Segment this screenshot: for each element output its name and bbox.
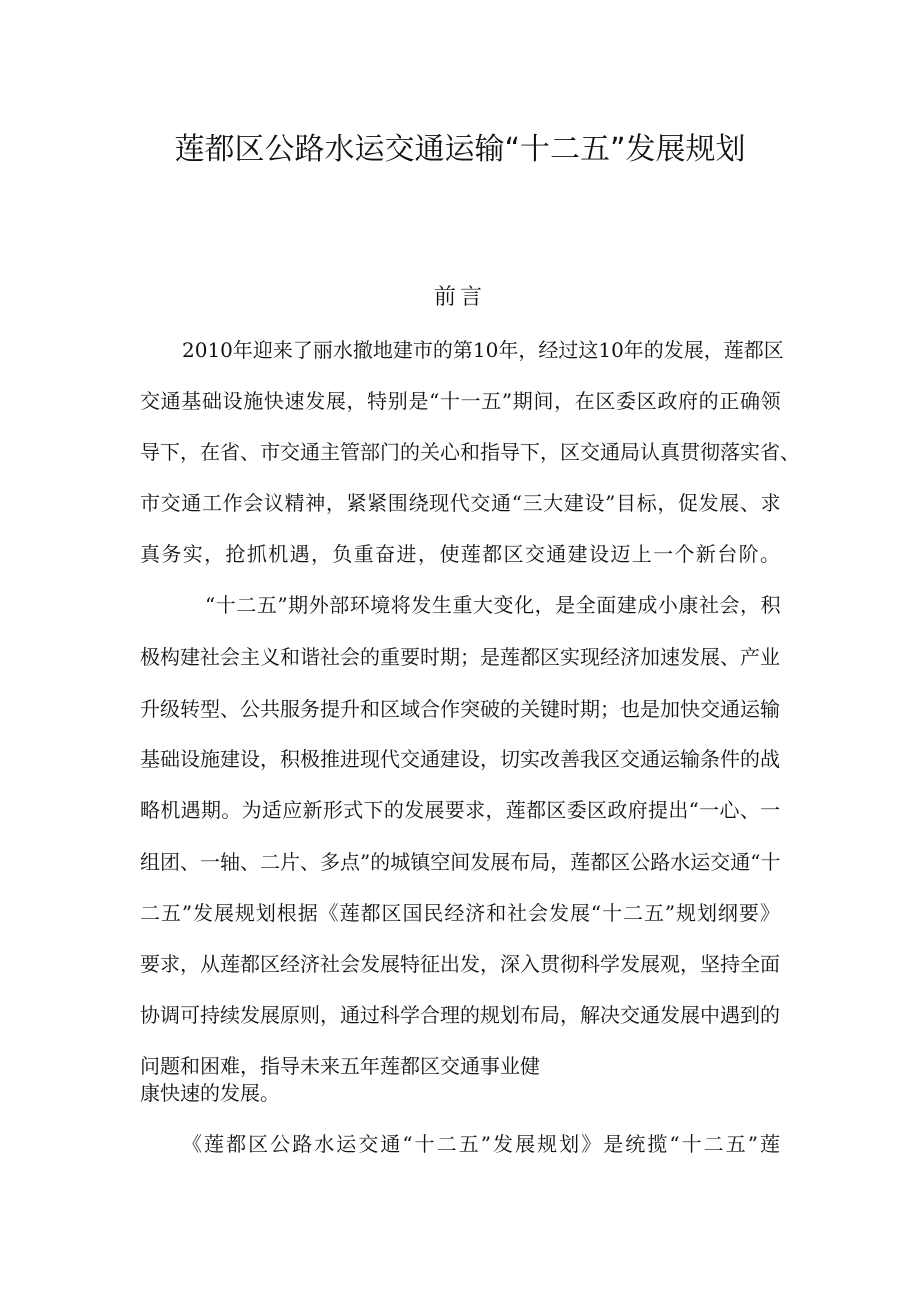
paragraph-line: 康快速的发展。 — [140, 1081, 280, 1105]
paragraph-line: 要求，从莲都区经济社会发展特征出发，深入贯彻科学发展观，坚持全面 — [140, 952, 780, 976]
paragraph-line: 市交通工作会议精神，紧紧围绕现代交通“三大建设”目标，促发展、求 — [140, 491, 782, 515]
paragraph-line: 组团、一轴、二片、多点”的城镇空间发展布局，莲都区公路水运交通“十 — [140, 850, 781, 874]
paragraph-line: 2010年迎来了丽水撤地建市的第10年，经过这10年的发展，莲都区 — [182, 338, 784, 362]
paragraph-line: 导下，在省、市交通主管部门的关心和指导下，区交通局认真贯彻落实省、 — [140, 440, 800, 464]
section-heading: 前言 — [433, 285, 486, 310]
paragraph-line: 问题和困难，指导未来五年莲都区交通事业健 — [140, 1054, 540, 1078]
document-title: 莲都区公路水运交通运输“十二五”发展规划 — [174, 132, 746, 167]
paragraph-line: 真务实，抢抓机遇，负重奋进，使莲都区交通建设迈上一个新台阶。 — [140, 542, 782, 566]
paragraph-line: 交通基础设施快速发展，特别是“十一五”期间，在区委区政府的正确领 — [140, 389, 782, 413]
paragraph-line: 升级转型、公共服务提升和区域合作突破的关键时期；也是加快交通运输 — [140, 697, 780, 721]
paragraph-line: 《莲都区公路水运交通“十二五”发展规划》是统揽“十二五”莲 — [182, 1132, 783, 1156]
paragraph-line: 基础设施建设，积极推进现代交通建设，切实改善我区交通运输条件的战 — [140, 747, 780, 771]
paragraph-line: 二五”发展规划根据《莲都区国民经济和社会发展“十二五”规划纲要》 — [140, 901, 781, 925]
paragraph-line: “十二五”期外部环境将发生重大变化，是全面建成小康社会，积 — [205, 593, 782, 617]
paragraph-line: 协调可持续发展原则，通过科学合理的规划布局，解决交通发展中遇到的 — [140, 1003, 780, 1027]
paragraph-line: 略机遇期。为适应新形式下的发展要求，莲都区委区政府提出“一心、一 — [140, 798, 781, 822]
paragraph-line: 极构建社会主义和谐社会的重要时期；是莲都区实现经济加速发展、产业 — [140, 645, 780, 669]
